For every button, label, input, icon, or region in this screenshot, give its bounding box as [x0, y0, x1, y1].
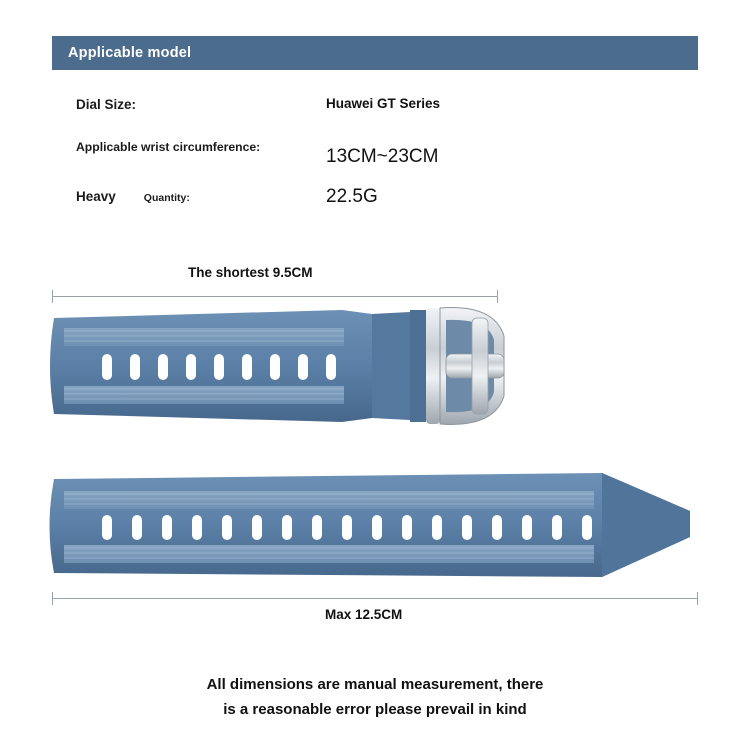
spec-label-wrist-circumference-text: Applicable wrist circumference: [76, 140, 261, 154]
disclaimer-line-2: is a reasonable error please prevail in kind [223, 701, 527, 718]
spec-label-wrist-circumference [76, 140, 326, 155]
spec-row-weight [76, 188, 698, 222]
spec-value-wrist-circumference: 13CM~23CM [326, 146, 439, 167]
watch-strap-short-image [42, 300, 512, 432]
spec-label-weight-group [76, 188, 326, 205]
shortest-measure-label: The shortest 9.5CM [188, 265, 313, 280]
applicable-model-header [52, 36, 698, 70]
spec-row-wrist-circumference [76, 140, 698, 174]
dimension-line-bar-max [52, 598, 698, 599]
disclaimer-note [0, 672, 750, 722]
dimension-line-max [52, 592, 698, 604]
spec-value-weight: 22.5G [326, 186, 378, 207]
max-measure-label: Max 12.5CM [325, 607, 403, 622]
watch-strap-long-image [42, 465, 702, 590]
disclaimer-line-1: All dimensions are manual measurement, there [206, 676, 544, 693]
spec-label-dial-size: Dial Size: [76, 97, 137, 112]
dimension-line-bar [52, 296, 498, 297]
spec-label-weight: Heavy [76, 189, 116, 204]
spec-row-dial-size [76, 96, 698, 130]
spec-value-dial-size: Huawei GT Series [326, 96, 441, 111]
spec-label-quantity: Quantity: [143, 192, 190, 204]
page-title: Applicable model [68, 45, 192, 61]
dimension-tick-left-max [52, 592, 53, 605]
dimension-tick-right-max [697, 592, 698, 605]
